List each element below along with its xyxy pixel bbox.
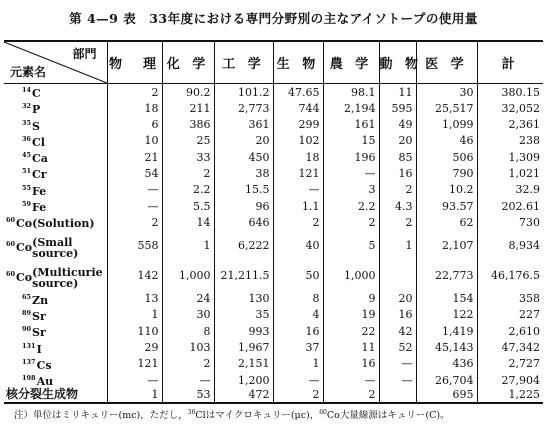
row-label-element [4, 165, 107, 181]
table-cell: 2,194 [323, 100, 379, 116]
table-cell: 101.2 [214, 84, 273, 101]
table-cell: 22,773 [416, 261, 477, 291]
table-cell: 2,107 [416, 231, 477, 261]
row-label-element [4, 323, 107, 339]
table-cell: 96 [214, 198, 273, 214]
row-label-element [4, 356, 107, 372]
table-cell: 25 [162, 133, 214, 149]
table-cell: 380.15 [477, 84, 543, 101]
table-cell: 22 [323, 323, 379, 339]
table-cell: 14 [162, 214, 214, 230]
table-cell: — [107, 372, 162, 388]
table-title: 第 4—9 表 33年度における専門分野別の主なアイソトープの使用量 [69, 11, 478, 26]
table-cell: 386 [162, 117, 214, 133]
mass-number: 131 [22, 341, 36, 350]
element-symbol: Fe [32, 201, 47, 215]
table-cell: 202.61 [477, 198, 543, 214]
mass-number: 35 [22, 118, 32, 127]
table-cell: 1 [379, 231, 416, 261]
table-cell: 20 [379, 291, 416, 307]
element-symbol: Fe [32, 184, 47, 198]
element-symbol: Ca [32, 152, 48, 166]
table-cell: — [273, 182, 323, 198]
mass-number: 137 [22, 357, 36, 366]
element-symbol: Sr [32, 326, 46, 340]
element-symbol: Cs [36, 358, 52, 372]
row-label-element [4, 307, 107, 323]
table-row [4, 149, 543, 165]
table-cell: 2,727 [477, 356, 543, 372]
element-symbol: P [32, 103, 41, 117]
table-cell: 29 [107, 340, 162, 356]
column-header-engineering: 工 学 [214, 41, 273, 84]
table-cell: 142 [107, 261, 162, 291]
table-cell: 9 [323, 291, 379, 307]
row-label-element [4, 291, 107, 307]
element-symbol: I [36, 342, 42, 356]
table-cell: 695 [416, 388, 477, 402]
table-cell: 646 [214, 214, 273, 230]
element-symbol: Zn [32, 293, 49, 307]
table-cell: 2 [323, 214, 379, 230]
table-row [4, 307, 543, 323]
footnote-cl-mass: 36 [187, 408, 196, 416]
table-cell: 1,021 [477, 165, 543, 181]
mass-number: 90 [22, 325, 32, 334]
table-cell: 21,211.5 [214, 261, 273, 291]
element-symbol: C [32, 87, 41, 100]
table-cell: 1 [162, 231, 214, 261]
table-cell: 2 [107, 84, 162, 101]
table-cell: 50 [273, 261, 323, 291]
table-row [4, 198, 543, 214]
table-cell: 436 [416, 356, 477, 372]
element-symbol: Co [16, 240, 33, 254]
mass-number: 198 [22, 374, 36, 383]
table-cell: 8 [162, 323, 214, 339]
table-body [4, 84, 543, 403]
table-cell: 20 [214, 133, 273, 149]
column-header-chemistry: 化 学 [162, 41, 214, 84]
table-cell: — [379, 372, 416, 388]
table-row [4, 231, 543, 261]
table-cell: 11 [323, 340, 379, 356]
table-cell: 2,361 [477, 117, 543, 133]
table-cell: 30 [162, 307, 214, 323]
table-cell: 53 [162, 388, 214, 402]
footnote-co-mass: 60 [319, 408, 327, 416]
element-symbol: Sr [32, 309, 46, 323]
table-row [4, 84, 543, 101]
table-cell: 130 [214, 291, 273, 307]
footnote-tail: Co大量線源はキュリー(C)。 [326, 410, 450, 421]
table-row [4, 291, 543, 307]
row-label-element [4, 84, 107, 101]
table-cell: 1,225 [477, 388, 543, 402]
element-symbol: Co [16, 270, 33, 284]
table-cell: 2,151 [214, 356, 273, 372]
table-cell: 227 [477, 307, 543, 323]
table-row [4, 261, 543, 291]
mass-number: 14 [22, 86, 32, 94]
column-header-zoology: 動 物 [379, 41, 416, 84]
row-label-element [4, 133, 107, 149]
header-row [4, 41, 543, 84]
table-cell [379, 261, 416, 291]
mass-number: 60 [6, 216, 16, 225]
table-cell: 15 [323, 133, 379, 149]
row-label-element [4, 182, 107, 198]
table-cell: 358 [477, 291, 543, 307]
table-cell: 2 [323, 388, 379, 402]
table-cell: 1 [107, 307, 162, 323]
table-cell: 1,000 [162, 261, 214, 291]
table-cell: 85 [379, 149, 416, 165]
mass-number: 89 [22, 308, 32, 317]
table-cell: 33 [162, 149, 214, 165]
table-cell: 6,222 [214, 231, 273, 261]
table-cell: 11 [379, 84, 416, 101]
table-cell: 161 [323, 117, 379, 133]
table-cell: 2 [273, 388, 323, 402]
table-cell: 54 [107, 165, 162, 181]
source-size-label: Small [37, 235, 73, 249]
table-cell: 47,342 [477, 340, 543, 356]
table-cell: 1,200 [214, 372, 273, 388]
table-cell: — [162, 372, 214, 388]
table-row [4, 340, 543, 356]
table-cell: 19 [323, 307, 379, 323]
row-label-element [4, 198, 107, 214]
row-label-element [4, 388, 107, 402]
table-cell: 16 [379, 307, 416, 323]
table-cell: 361 [214, 117, 273, 133]
row-label-element [4, 261, 107, 291]
mass-number: 51 [22, 167, 32, 176]
column-header-physics: 物 理 [107, 41, 162, 84]
table-cell: 1,309 [477, 149, 543, 165]
table-cell: 790 [416, 165, 477, 181]
row-label-element [4, 231, 107, 261]
table-cell: 16 [323, 356, 379, 372]
table-cell: — [273, 372, 323, 388]
table-cell: 2 [273, 214, 323, 230]
table-cell: 90.2 [162, 84, 214, 101]
table-cell: 2 [379, 182, 416, 198]
table-cell: 121 [273, 165, 323, 181]
table-cell: 8 [273, 291, 323, 307]
table-cell: 38 [214, 165, 273, 181]
row-label-element [4, 214, 107, 230]
table-cell: 20 [379, 133, 416, 149]
table-cell: 299 [273, 117, 323, 133]
column-header-medicine: 医 学 [416, 41, 477, 84]
table-cell: 16 [273, 323, 323, 339]
element-symbol: 核分裂生成物 [6, 387, 79, 402]
table-cell: 2 [162, 165, 214, 181]
table-cell: 2,610 [477, 323, 543, 339]
table-cell: 4.3 [379, 198, 416, 214]
table-cell: 47.65 [273, 84, 323, 101]
table-cell: 1 [107, 388, 162, 402]
table-cell: 211 [162, 100, 214, 116]
source-qualifier: (Multicurie source) [32, 265, 103, 290]
element-symbol: Co(Solution) [16, 217, 95, 231]
table-cell: 37 [273, 340, 323, 356]
table-cell: 1.1 [273, 198, 323, 214]
table-row [4, 133, 543, 149]
table-cell: 25,517 [416, 100, 477, 116]
table-cell: 1,000 [323, 261, 379, 291]
row-label-element [4, 340, 107, 356]
row-group-label: 元素名 [10, 65, 47, 79]
table-cell: 8,934 [477, 231, 543, 261]
table-cell: 5.5 [162, 198, 214, 214]
column-header-agriculture: 農 学 [323, 41, 379, 84]
column-group-label: 部門 [72, 47, 97, 61]
table-cell: 2.2 [323, 198, 379, 214]
table-cell: 993 [214, 323, 273, 339]
table-row [4, 372, 543, 388]
element-symbol: Cr [32, 168, 47, 182]
table-cell: 32,052 [477, 100, 543, 116]
corner-header-cell [4, 41, 107, 84]
table-cell: 744 [273, 100, 323, 116]
table-cell: 595 [379, 100, 416, 116]
footnote [14, 407, 450, 421]
source-word-label: source [32, 276, 74, 290]
table-row [4, 117, 543, 133]
mass-number: 36 [22, 134, 32, 143]
table-row [4, 388, 543, 402]
table-cell: — [107, 198, 162, 214]
table-cell: 1,099 [416, 117, 477, 133]
table-cell: 93.57 [416, 198, 477, 214]
table-cell: 2 [107, 214, 162, 230]
table-cell: — [379, 356, 416, 372]
table-cell: 46 [416, 133, 477, 149]
element-symbol: S [32, 119, 40, 133]
table-cell: — [323, 165, 379, 181]
row-label-element [4, 100, 107, 116]
column-header-total: 計 [477, 41, 543, 84]
table-cell: 196 [323, 149, 379, 165]
table-cell: — [323, 372, 379, 388]
table-cell: 6 [107, 117, 162, 133]
table-cell: 2 [162, 356, 214, 372]
table-row [4, 214, 543, 230]
table-cell: 472 [214, 388, 273, 402]
row-label-element [4, 149, 107, 165]
table-row [4, 356, 543, 372]
table-cell: 238 [477, 133, 543, 149]
table-cell: 5 [323, 231, 379, 261]
element-symbol: Cl [32, 135, 45, 149]
mass-number: 59 [22, 200, 32, 209]
table-cell: 26,704 [416, 372, 477, 388]
table-cell: 2 [379, 214, 416, 230]
footnote-mid: Clはマイクロキュリー(μc)， [195, 410, 320, 421]
table-row [4, 323, 543, 339]
table-cell: 62 [416, 214, 477, 230]
table-cell: 98.1 [323, 84, 379, 101]
table-cell: 121 [107, 356, 162, 372]
source-size-label: Multicurie [37, 265, 103, 279]
table-cell: 15.5 [214, 182, 273, 198]
table-cell: 30 [416, 84, 477, 101]
table-cell: 40 [273, 231, 323, 261]
table-cell: 3 [323, 182, 379, 198]
table-cell: 46,176.5 [477, 261, 543, 291]
table-cell: 49 [379, 117, 416, 133]
table-row [4, 165, 543, 181]
table-cell: 52 [379, 340, 416, 356]
table-cell: 16 [379, 165, 416, 181]
table-cell: 2,773 [214, 100, 273, 116]
table-cell: 1 [273, 356, 323, 372]
table-cell: 13 [107, 291, 162, 307]
table-cell: 18 [273, 149, 323, 165]
table-cell: 4 [273, 307, 323, 323]
table-row [4, 100, 543, 116]
source-qualifier: (Small source) [32, 235, 79, 260]
row-label-element [4, 117, 107, 133]
mass-number: 60 [6, 269, 16, 278]
mass-number: 32 [22, 102, 32, 111]
mass-number: 65 [22, 292, 32, 301]
column-header-biology: 生 物 [273, 41, 323, 84]
table-cell: 32.9 [477, 182, 543, 198]
table-cell: 35 [214, 307, 273, 323]
table-cell: 102 [273, 133, 323, 149]
table-cell: 27,904 [477, 372, 543, 388]
table-cell: 42 [379, 323, 416, 339]
table-cell: 2.2 [162, 182, 214, 198]
table-cell: — [107, 182, 162, 198]
mass-number: 45 [22, 151, 32, 160]
table-cell: 1,967 [214, 340, 273, 356]
table-cell: 24 [162, 291, 214, 307]
mass-number: 60 [6, 239, 16, 248]
source-word-label: source [32, 246, 74, 260]
table-cell [379, 388, 416, 402]
table-cell: 1,419 [416, 323, 477, 339]
mass-number: 55 [22, 183, 32, 192]
table-cell: 558 [107, 231, 162, 261]
table-cell: 45,143 [416, 340, 477, 356]
table-cell: 18 [107, 100, 162, 116]
table-cell: 450 [214, 149, 273, 165]
table-cell: 154 [416, 291, 477, 307]
table-cell: 10.2 [416, 182, 477, 198]
table-cell: 122 [416, 307, 477, 323]
table-row [4, 182, 543, 198]
table-cell: 730 [477, 214, 543, 230]
table-cell: 110 [107, 323, 162, 339]
footnote-lead: 注）単位はミリキュリー(mc)，ただし， [14, 410, 188, 421]
row-label-element [4, 372, 107, 388]
table-cell: 506 [416, 149, 477, 165]
table-cell: 103 [162, 340, 214, 356]
isotope-usage-table [4, 40, 543, 404]
table-cell: 21 [107, 149, 162, 165]
element-symbol: Au [36, 375, 54, 389]
table-cell: 10 [107, 133, 162, 149]
